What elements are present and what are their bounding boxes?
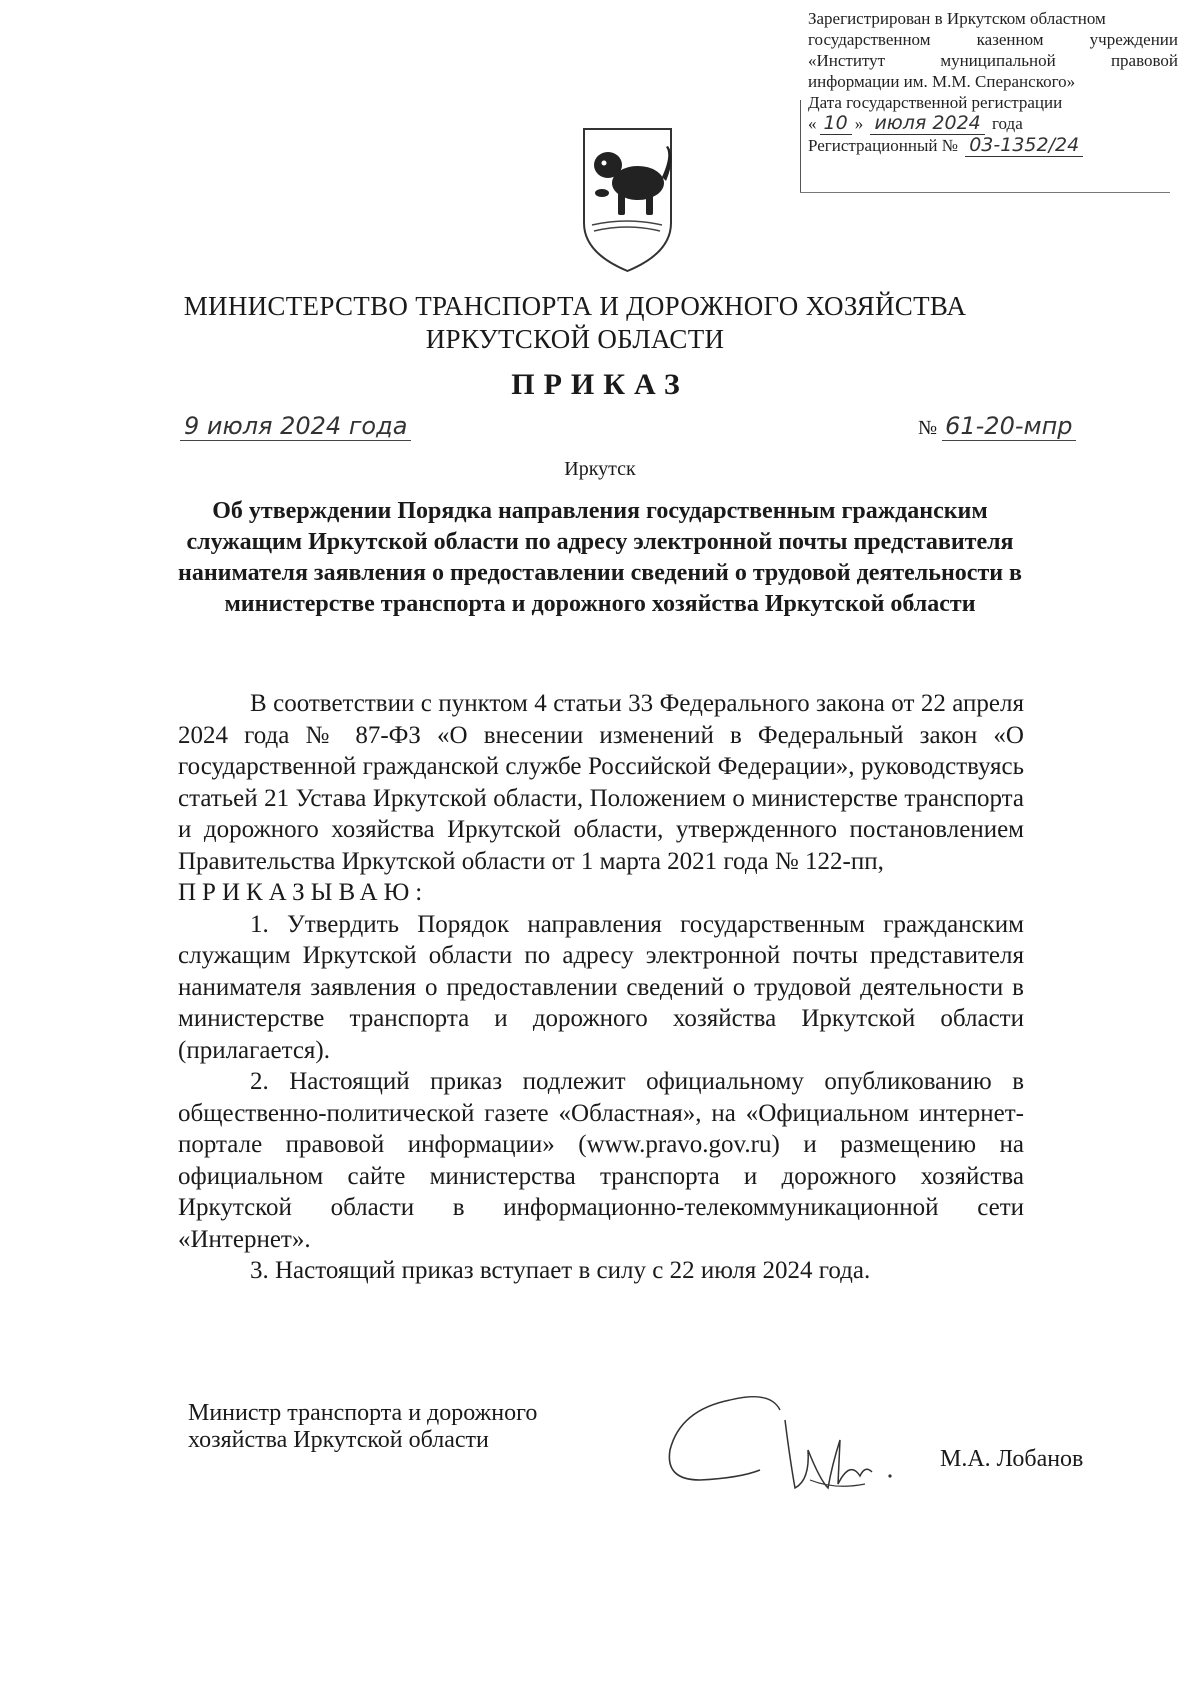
stamp-line-3: «Институт муниципальной правовой	[808, 51, 1178, 70]
stamp-quote-close: »	[854, 114, 864, 133]
order-item-1: 1. Утвердить Порядок направления государственным гражданским служащим Иркутской области по адресу электронной почты представителя нанимателя заявления о предоставлении сведений о трудовой деятельности в министерстве транспорта и дорожного хозяйства Иркутской области (прилагается).	[178, 910, 1024, 1064]
stamp-date-line	[808, 113, 1178, 135]
signatory-title-line-2: хозяйства Иркутской области	[188, 1427, 489, 1453]
city: Иркутск	[564, 458, 636, 480]
stamp-line-1: Зарегистрирован в Иркутском областном	[808, 9, 1106, 28]
registration-stamp	[808, 8, 1178, 198]
stamp-line-2: государственном казенном учреждении	[808, 30, 1178, 49]
irkutsk-coat-of-arms-icon	[580, 125, 675, 275]
document-body	[178, 688, 1024, 1287]
stamp-reg-line	[808, 135, 1178, 157]
order-item-2: 2. Настоящий приказ подлежит официальному опубликованию в общественно-политической газете «Областная», на «Официальном интернет-портале правовой информации» (www.pravo.gov.ru) и размещению на официальном сайте министерства транспорта и дорожного хозяйства Иркутской области в информационно-телекоммуникационной сети «Интернет».	[178, 1068, 1024, 1253]
order-date: 9 июля 2024 года	[180, 412, 411, 441]
stamp-line-5: Дата государственной регистрации	[808, 93, 1063, 112]
stamp-border-left	[800, 100, 801, 192]
document-type-title: ПРИКАЗ	[511, 368, 689, 401]
stamp-quote-open: «	[808, 114, 817, 133]
order-item-3: 3. Настоящий приказ вступает в силу с 22 июля 2024 года.	[250, 1257, 871, 1284]
signatory-title	[188, 1400, 537, 1454]
stamp-date-suffix: года	[992, 114, 1023, 133]
stamp-reg-number: 03-1352/24	[965, 135, 1083, 157]
stamp-reg-label: Регистрационный №	[808, 136, 958, 155]
signatory-title-line-1: Министр транспорта и дорожного	[188, 1400, 538, 1426]
stamp-date-month-year: июля 2024	[870, 113, 984, 135]
order-number-value: 61-20-мпр	[942, 412, 1075, 441]
preamble-paragraph: В соответствии с пунктом 4 статьи 33 Федерального закона от 22 апреля 2024 года № 87-ФЗ «О внесении изменений в Федеральный закон «О государственной гражданской службе Российской Федерации», руководствуясь статьей 21 Устава Иркутской области, Положением о министерстве транспорта и дорожного хозяйства Иркутской области, утвержденного постановлением Правительства Иркутской области от 1 марта 2021 года № 122-пп,	[178, 690, 1024, 875]
ministry-name	[150, 290, 1000, 356]
handwritten-signature-icon	[660, 1380, 930, 1500]
stamp-line-4: информации им. М.М. Сперанского»	[808, 72, 1076, 91]
order-word: ПРИКАЗЫВАЮ:	[178, 879, 429, 906]
order-number	[918, 412, 1076, 440]
order-number-label: №	[918, 417, 938, 439]
ministry-line-1: МИНИСТЕРСТВО ТРАНСПОРТА И ДОРОЖНОГО ХОЗЯЙСТВА	[183, 291, 967, 321]
signatory-name: М.А. Лобанов	[940, 1446, 1084, 1472]
stamp-date-day: 10	[820, 113, 852, 135]
document-heading: Об утверждении Порядка направления государственным гражданским служащим Иркутской области по адресу электронной почты представителя нанимателя заявления о предоставлении сведений о трудовой деятельности в министерстве транспорта и дорожного хозяйства Иркутской области	[177, 498, 1023, 617]
ministry-line-2: ИРКУТСКОЙ ОБЛАСТИ	[425, 324, 725, 354]
